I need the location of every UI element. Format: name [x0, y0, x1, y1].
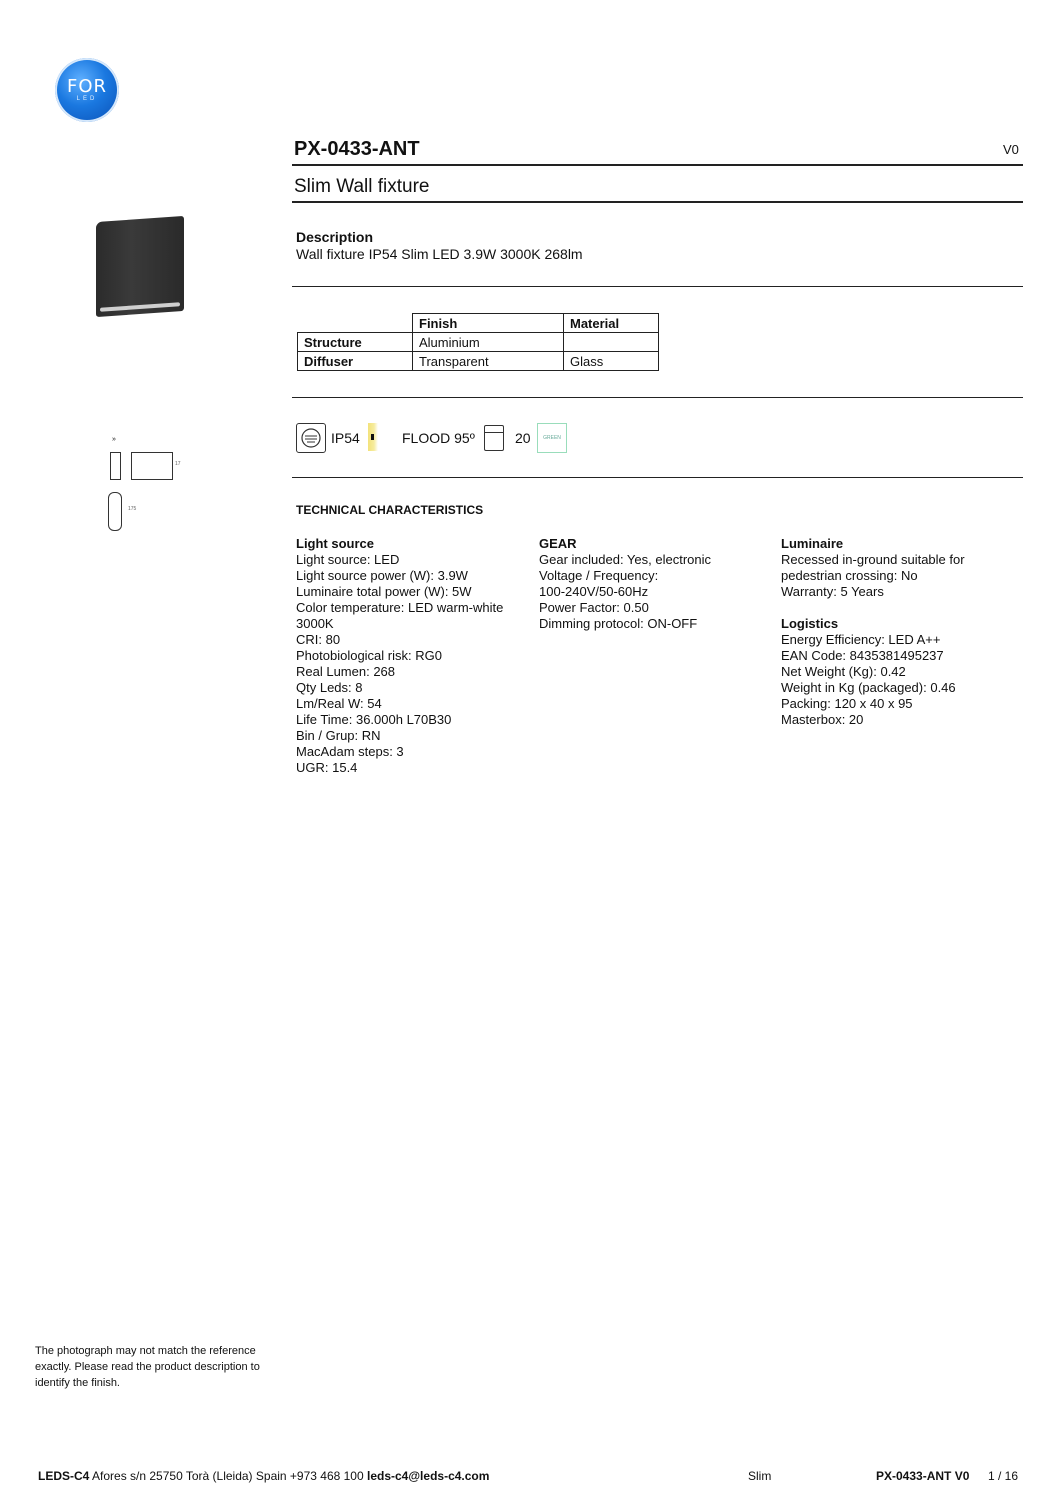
table-cell-part: Structure: [298, 333, 413, 352]
divider: [292, 164, 1023, 166]
spec-line: Real Lumen: 268: [296, 664, 396, 679]
table-header-cell: Material: [564, 314, 659, 333]
green-label-icon: GREEN: [537, 423, 567, 453]
materials-table: [297, 313, 659, 371]
spec-line: Dimming protocol: ON-OFF: [539, 616, 698, 631]
spec-line: Bin / Grup: RN: [296, 728, 381, 743]
spec-line: Packing: 120 x 40 x 95: [781, 696, 913, 711]
spec-line: Qty Leds: 8: [296, 680, 363, 695]
table-header-row: [298, 314, 659, 333]
footer-contact: [38, 1469, 489, 1483]
divider: [292, 201, 1023, 203]
spec-line: EAN Code: 8435381495237: [781, 648, 944, 663]
table-cell-finish: Aluminium: [413, 333, 564, 352]
footer-address: Afores s/n 25750 Torà (Lleida) Spain +973 468 100: [89, 1469, 367, 1483]
logo-subtext: LED: [76, 96, 98, 102]
divider: [292, 397, 1023, 398]
masterbox-count: 20: [515, 430, 531, 446]
footer-company: LEDS-C4: [38, 1469, 90, 1483]
table-cell-part: Diffuser: [298, 352, 413, 371]
section-title: Light source: [296, 536, 375, 551]
table-cell-material: Glass: [564, 352, 659, 371]
gear-section: [539, 536, 764, 632]
ip-rating-label: IP54: [331, 430, 360, 446]
ip-rating-icon: [296, 423, 326, 453]
product-photo: [96, 216, 184, 317]
description-text: Wall fixture IP54 Slim LED 3.9W 3000K 268lm: [296, 246, 583, 262]
spec-line: Weight in Kg (packaged): 0.46: [781, 680, 956, 695]
spec-line: Light source power (W): 3.9W: [296, 568, 468, 583]
beam-angle-label: FLOOD 95º: [402, 430, 475, 446]
table-cell-finish: Transparent: [413, 352, 564, 371]
logo-text: FOR: [66, 76, 108, 97]
tech-heading: TECHNICAL CHARACTERISTICS: [296, 503, 484, 517]
section-title: Logistics: [781, 616, 839, 631]
spec-line: CRI: 80: [296, 632, 341, 647]
product-subtitle: Slim Wall fixture: [294, 176, 430, 197]
spec-line: Luminaire total power (W): 5W: [296, 584, 472, 599]
spec-line: Light source: LED: [296, 552, 400, 567]
spec-line: Photobiological risk: RG0: [296, 648, 442, 663]
spec-line: Color temperature: LED warm-white: [296, 600, 504, 615]
section-title: Luminaire: [781, 536, 844, 551]
product-code: PX-0433-ANT: [294, 138, 420, 160]
dimension-label: 17: [175, 461, 181, 467]
spec-line: 3000K: [296, 616, 334, 631]
spec-line: Net Weight (Kg): 0.42: [781, 664, 906, 679]
footer-code: PX-0433-ANT V0: [876, 1469, 970, 1483]
dimension-label: 175: [128, 506, 137, 512]
side-view-drawing: [110, 452, 121, 480]
spec-line: Energy Efficiency: LED A++: [781, 632, 941, 647]
luminaire-section: [781, 536, 1011, 728]
description-heading: Description: [296, 229, 374, 245]
spec-line: Gear included: Yes, electronic: [539, 552, 711, 567]
divider: [292, 477, 1023, 478]
photo-disclaimer: The photograph may not match the reference exactly. Please read the product description to identify the finish.: [35, 1345, 260, 1389]
dimension-label: »: [112, 436, 116, 443]
spec-line: Recessed in-ground suitable for: [781, 552, 965, 567]
light-source-section: [296, 536, 521, 776]
spec-line: MacAdam steps: 3: [296, 744, 404, 759]
front-view-drawing: [131, 452, 173, 480]
divider: [292, 286, 1023, 287]
spec-line: pedestrian crossing: No: [781, 568, 918, 583]
top-view-drawing: [108, 492, 122, 531]
table-header-cell: [298, 314, 413, 333]
spec-line: Life Time: 36.000h L70B30: [296, 712, 452, 727]
spec-line: Lm/Real W: 54: [296, 696, 382, 711]
spec-line: UGR: 15.4: [296, 760, 358, 775]
lamp-diffuser-slot: [100, 302, 180, 312]
spec-line: Voltage / Frequency:: [539, 568, 659, 583]
table-header-cell: Finish: [413, 314, 564, 333]
packing-box-icon-line: [484, 432, 504, 433]
footer-page-number: 1 / 16: [988, 1469, 1019, 1483]
brand-logo: [55, 58, 119, 122]
footer-email[interactable]: leds-c4@leds-c4.com: [367, 1469, 490, 1483]
section-title: GEAR: [539, 536, 577, 551]
spec-line: Warranty: 5 Years: [781, 584, 884, 599]
table-row: [298, 352, 659, 371]
spec-line: 100-240V/50-60Hz: [539, 584, 649, 599]
spec-line: Masterbox: 20: [781, 712, 864, 727]
table-row: [298, 333, 659, 352]
table-cell-material: [564, 333, 659, 352]
footer-family: Slim: [748, 1469, 772, 1483]
version-label: V0: [1003, 142, 1019, 157]
packing-box-icon: [484, 425, 504, 451]
color-temperature-marker: [371, 434, 374, 440]
spec-line: Power Factor: 0.50: [539, 600, 649, 615]
